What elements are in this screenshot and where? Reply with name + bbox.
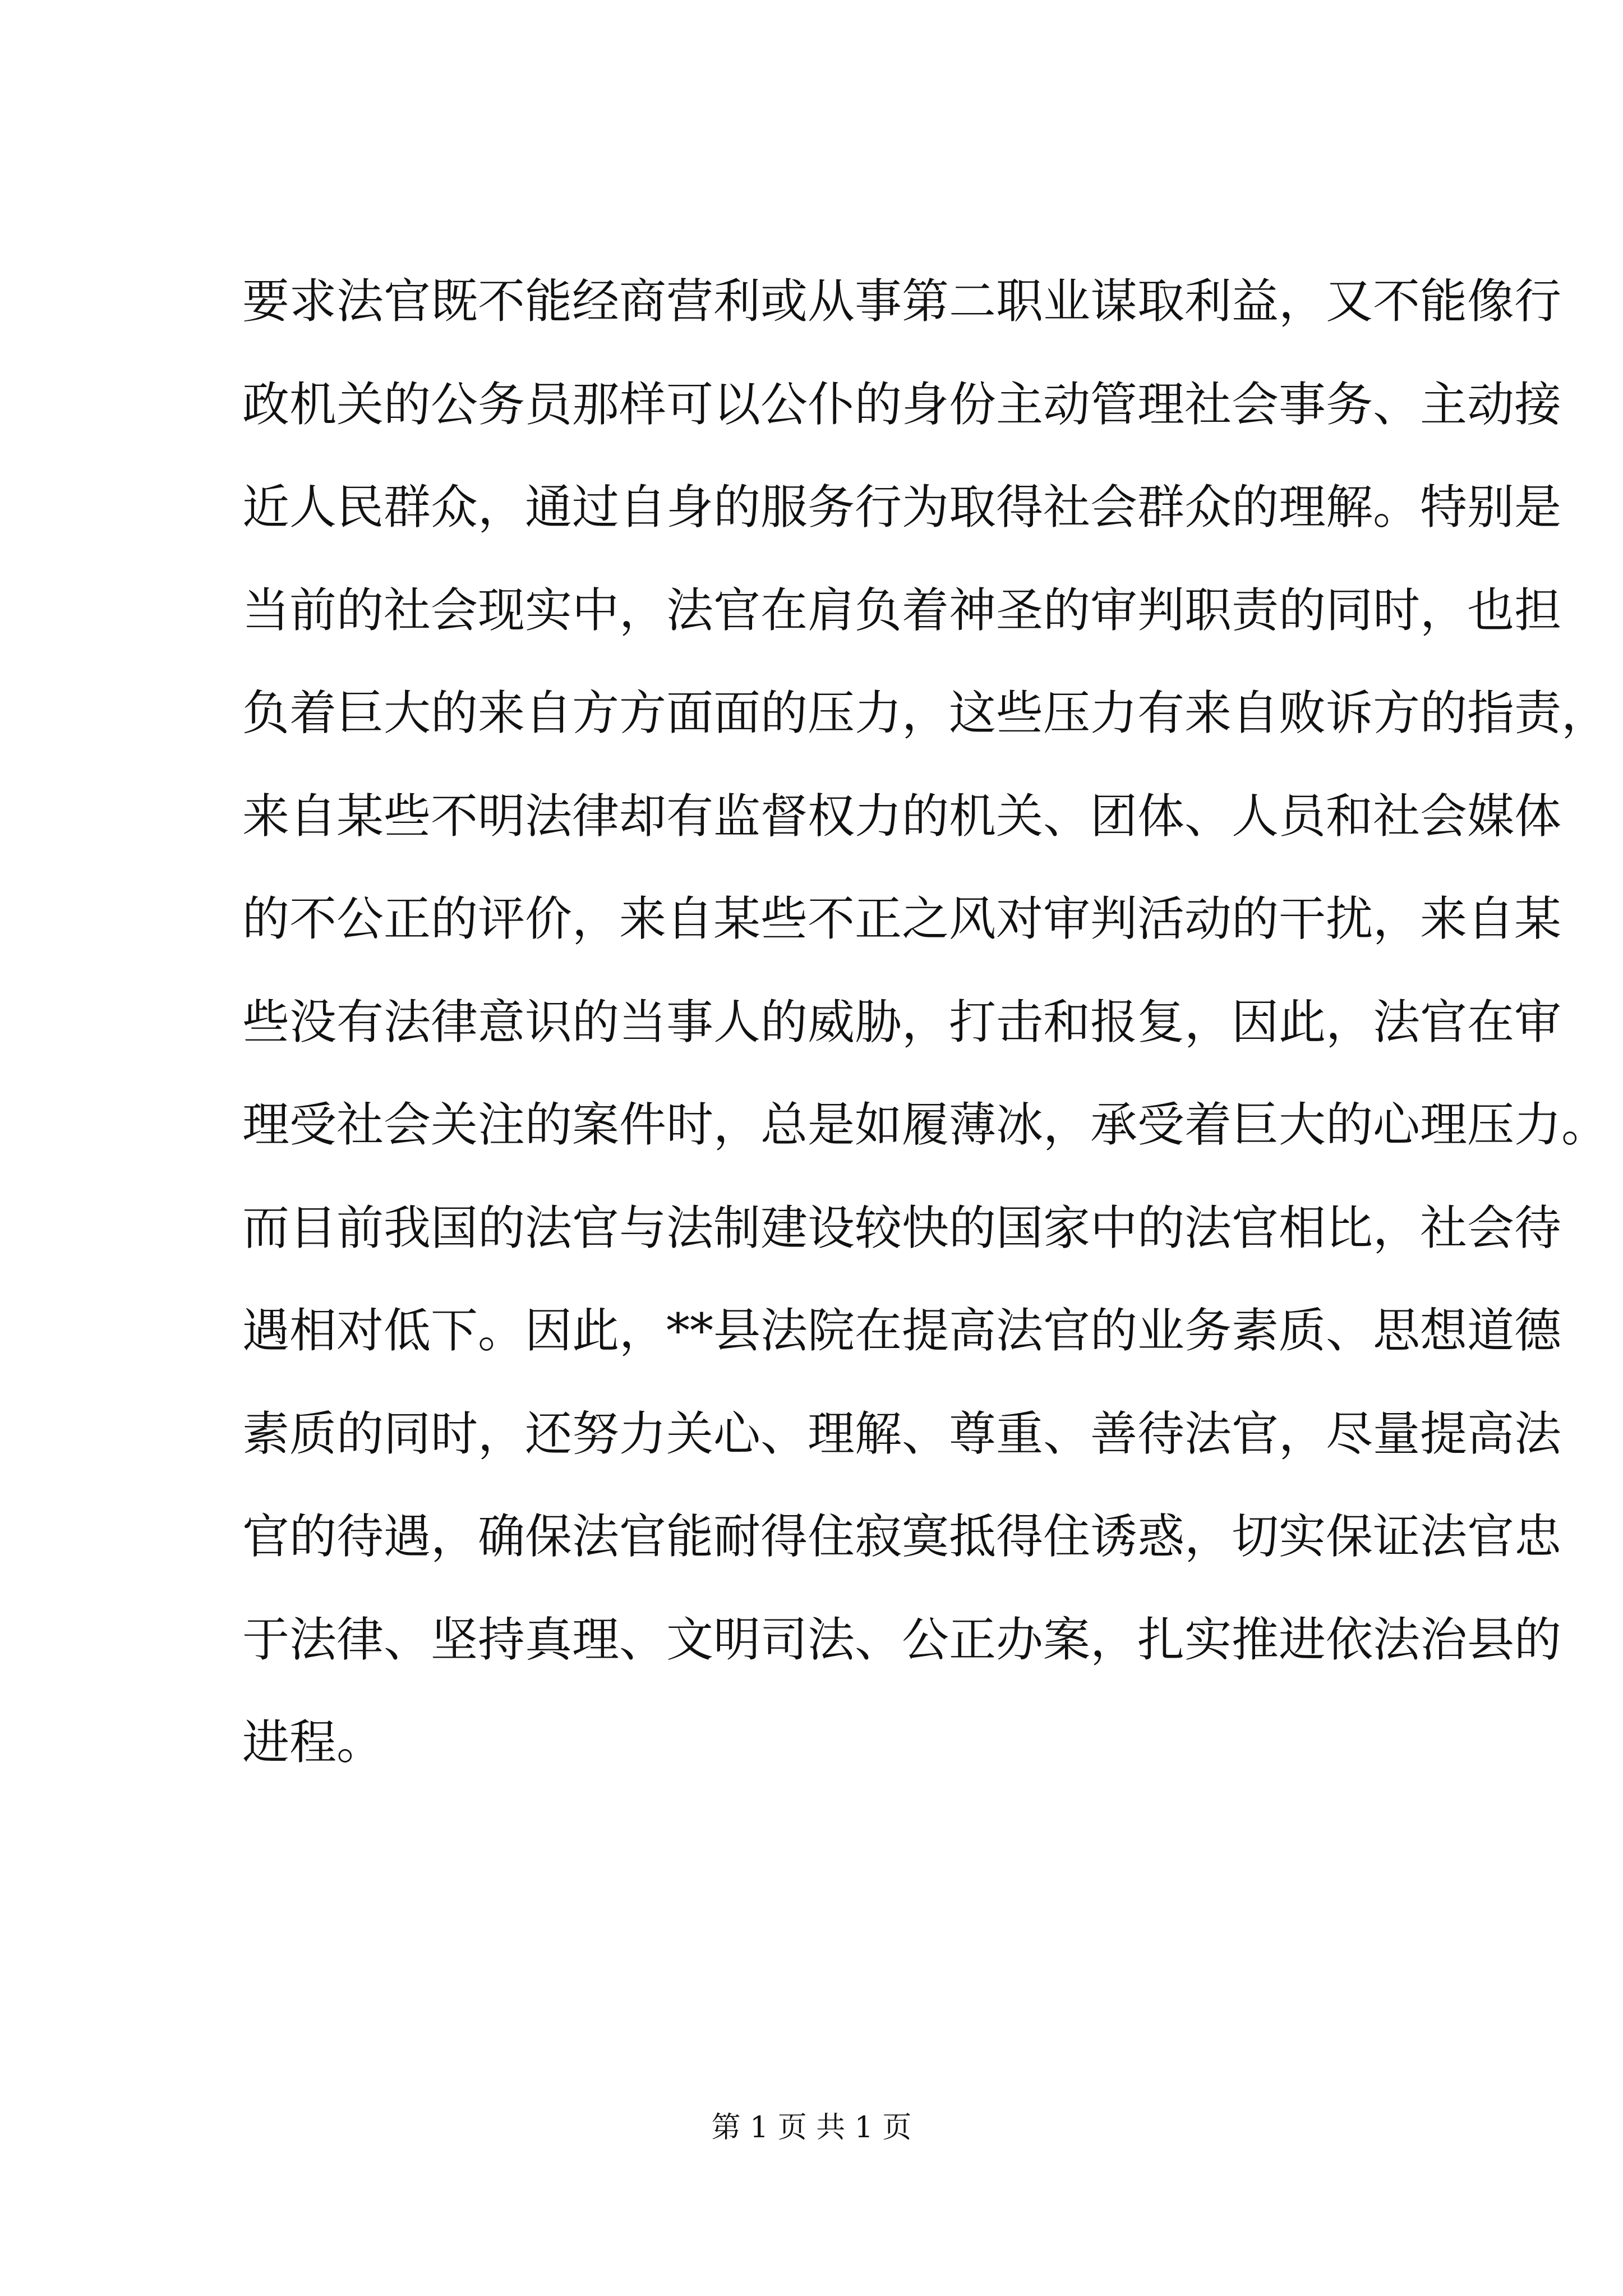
text-line-14: 于法律、坚持真理、文明司法、公正办案，扎实推进依法治县的: [242, 1612, 1562, 1667]
text-line-9: 理受社会关注的案件时，总是如履薄冰，承受着巨大的心理压力。: [242, 1097, 1609, 1152]
page-footer: 第 1 页 共 1 页: [711, 2111, 912, 2145]
text-line-6: 来自某些不明法律却有监督权力的机关、团体、人员和社会媒体: [242, 788, 1562, 844]
text-line-13: 官的待遇，确保法官能耐得住寂寞抵得住诱惑，切实保证法官忠: [242, 1509, 1562, 1564]
text-line-4: 当前的社会现实中，法官在肩负着神圣的审判职责的同时，也担: [242, 582, 1562, 638]
text-line-11: 遇相对低下。因此，**县法院在提高法官的业务素质、思想道德: [242, 1303, 1562, 1358]
body-paragraph: [242, 250, 1609, 1795]
text-line-1: 要求法官既不能经商营利或从事第二职业谋取利益，又不能像行: [242, 274, 1562, 329]
text-line-5: 负着巨大的来自方方面面的压力，这些压力有来自败诉方的指责，: [242, 685, 1609, 740]
text-line-12: 素质的同时，还努力关心、理解、尊重、善待法官，尽量提高法: [242, 1406, 1562, 1461]
text-line-10: 而目前我国的法官与法制建设较快的国家中的法官相比，社会待: [242, 1200, 1562, 1255]
text-line-7: 的不公正的评价，来自某些不正之风对审判活动的干扰，来自某: [242, 891, 1562, 946]
text-line-15: 进程。: [242, 1715, 384, 1770]
text-line-2: 政机关的公务员那样可以公仆的身份主动管理社会事务、主动接: [242, 376, 1562, 432]
text-line-3: 近人民群众，通过自身的服务行为取得社会群众的理解。特别是: [242, 480, 1562, 535]
text-line-8: 些没有法律意识的当事人的威胁，打击和报复，因此，法官在审: [242, 994, 1562, 1050]
